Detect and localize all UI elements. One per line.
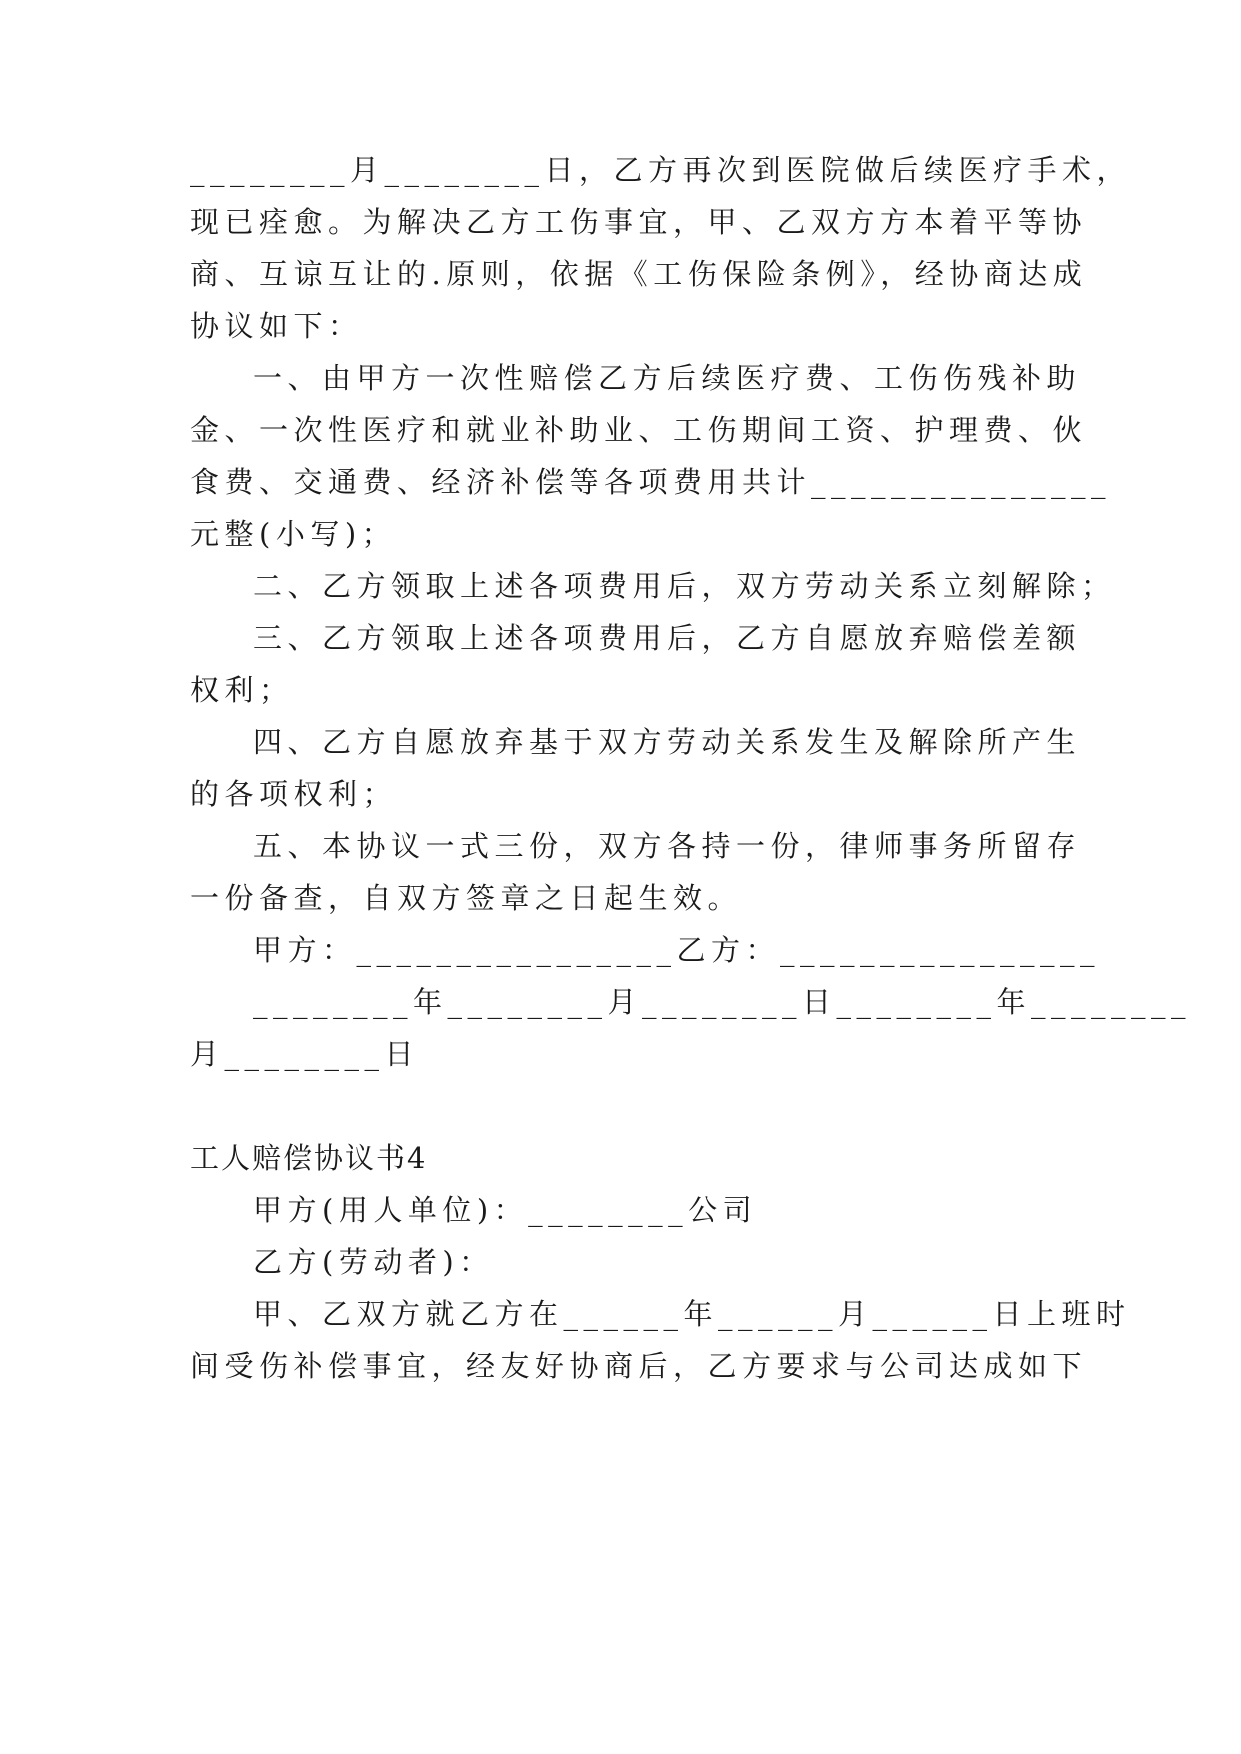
clause-5-line: 五、本协议一式三份，双方各持一份，律师事务所留存: [253, 829, 1082, 863]
paragraph-line: 甲、乙双方就乙方在______年______月______日上班时: [253, 1297, 1131, 1331]
clause-3-line: 三、乙方领取上述各项费用后，乙方自愿放弃赔偿差额: [253, 621, 1082, 655]
clause-1-line: 食费、交通费、经济补偿等各项费用共计_______________: [190, 465, 1112, 499]
paragraph-line: ________月________日，乙方再次到医院做后续医疗手术，: [190, 153, 1132, 187]
clause-4-line: 四、乙方自愿放弃基于双方劳动关系发生及解除所产生: [253, 725, 1082, 759]
clause-3-line: 权利；: [190, 673, 294, 707]
paragraph-line: 间受伤补偿事宜，经友好协商后，乙方要求与公司达成如下: [190, 1349, 1088, 1383]
clause-2-line: 二、乙方领取上述各项费用后，双方劳动关系立刻解除；: [253, 569, 1116, 603]
clause-1-line: 元整(小写)；: [190, 517, 397, 551]
signature-line: 甲方：________________乙方：________________: [253, 933, 1101, 967]
clause-4-line: 的各项权利；: [190, 777, 398, 811]
party-a-line: 甲方(用人单位)：________公司: [253, 1193, 758, 1227]
clause-5-line: 一份备查，自双方签章之日起生效。: [190, 881, 743, 915]
paragraph-line: 现已痊愈。为解决乙方工伤事宜，甲、乙双方方本着平等协: [190, 205, 1088, 239]
clause-1-line: 一、由甲方一次性赔偿乙方后续医疗费、工伤伤残补助: [253, 361, 1082, 395]
paragraph-line: 商、互谅互让的.原则，依据《工伤保险条例》，经协商达成: [190, 257, 1088, 291]
party-b-line: 乙方(劳动者)：: [253, 1245, 494, 1279]
clause-1-line: 金、一次性医疗和就业补助业、工伤期间工资、护理费、伙: [190, 413, 1088, 447]
paragraph-line: 协议如下：: [190, 309, 363, 343]
date-line: ________年________月________日________年________: [253, 985, 1192, 1019]
section-title: 工人赔偿协议书4: [190, 1141, 428, 1175]
date-line: 月________日: [190, 1037, 420, 1071]
